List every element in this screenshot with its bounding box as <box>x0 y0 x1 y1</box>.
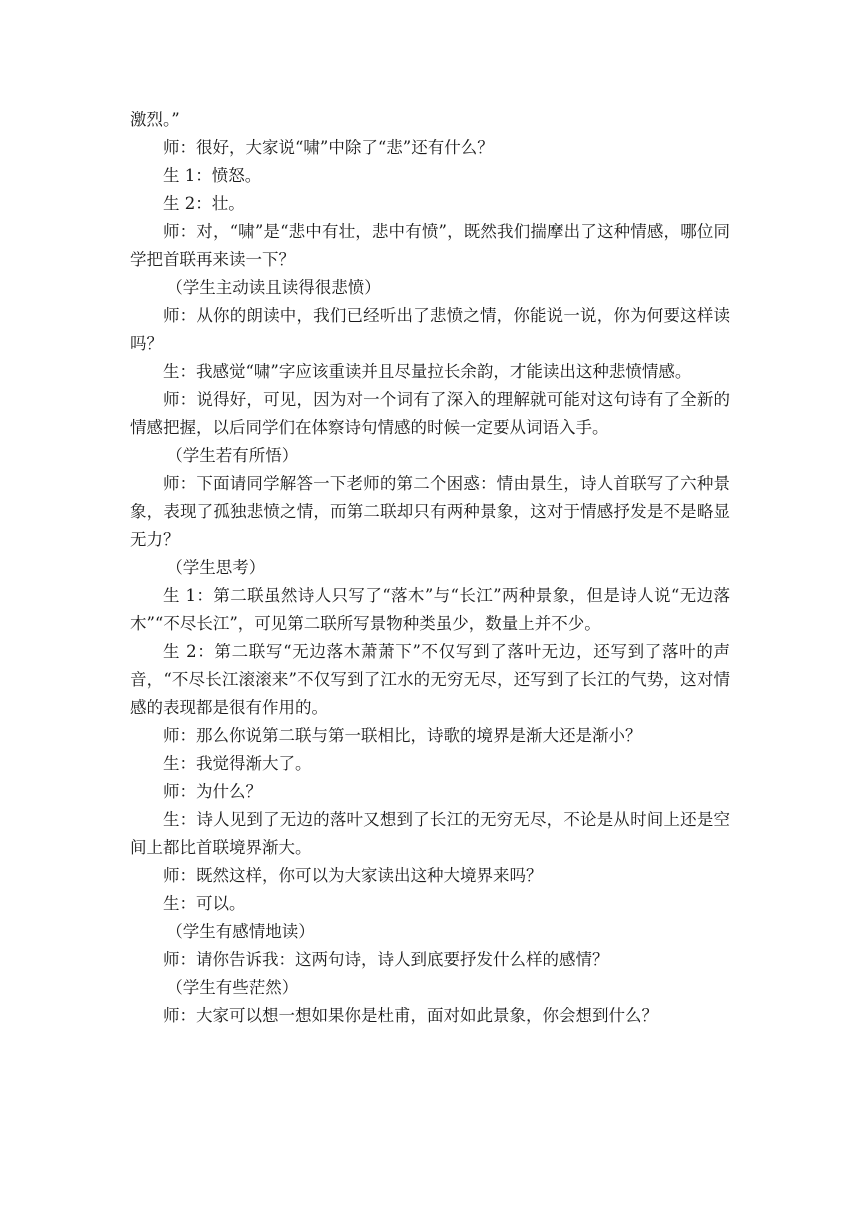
stage-direction: （学生有感情地读） <box>166 922 315 941</box>
stage-direction: （学生有些茫然） <box>166 978 299 997</box>
paragraph: 师：从你的朗读中，我们已经听出了悲愤之情，你能说一说，你为何要这样读吗？ <box>130 306 730 353</box>
paragraph: 师：既然这样，你可以为大家读出这种大境界来吗？ <box>163 866 543 885</box>
paragraph: 师：大家可以想一想如果你是杜甫，面对如此景象，你会想到什么？ <box>163 1006 658 1025</box>
paragraph: 师：下面请同学解答一下老师的第二个困惑：情由景生，诗人首联写了六种景象，表现了孤独悲愤之情，而第二联却只有两种景象，这对于情感抒发是不是略显无力？ <box>130 474 730 549</box>
paragraph: 师：很好，大家说“啸”中除了“悲”还有什么？ <box>163 138 494 157</box>
paragraph: 生 1：愤怒。 <box>163 166 262 185</box>
paragraph: 师：为什么？ <box>163 782 262 801</box>
paragraph: 生 2：壮。 <box>163 194 245 213</box>
paragraph: 生：可以。 <box>163 894 246 913</box>
paragraph: 生：我感觉“啸”字应该重读并且尽量拉长余韵，才能读出这种悲愤情感。 <box>163 362 692 381</box>
paragraph: 激烈。” <box>130 110 180 129</box>
paragraph: 生：诗人见到了无边的落叶又想到了长江的无穷无尽，不论是从时间上还是空间上都比首联境界渐大。 <box>130 810 730 857</box>
document-body <box>130 106 730 1030</box>
paragraph: 生 2：第二联写“无边落木萧萧下”不仅写到了落叶无边，还写到了落叶的声音，“不尽长江滚滚来”不仅写到了江水的无穷无尽，还写到了长江的气势，这对情感的表现都是很有作用的。 <box>130 642 730 717</box>
paragraph: 师：对，“啸”是“悲中有壮，悲中有愤”，既然我们揣摩出了这种情感，哪位同学把首联再来读一下？ <box>130 222 730 269</box>
stage-direction: （学生思考） <box>166 558 266 577</box>
paragraph: 生 1：第二联虽然诗人只写了“落木”与“长江”两种景象，但是诗人说“无边落木”“不尽长江”，可见第二联所写景物种类虽少，数量上并不少。 <box>130 586 730 633</box>
paragraph: 生：我觉得渐大了。 <box>163 754 312 773</box>
paragraph: 师：请你告诉我：这两句诗，诗人到底要抒发什么样的感情？ <box>163 950 609 969</box>
stage-direction: （学生若有所悟） <box>166 446 299 465</box>
paragraph: 师：说得好，可见，因为对一个词有了深入的理解就可能对这句诗有了全新的情感把握，以后同学们在体察诗句情感的时候一定要从词语入手。 <box>130 390 730 437</box>
stage-direction: （学生主动读且读得很悲愤） <box>166 278 381 297</box>
paragraph: 师：那么你说第二联与第一联相比，诗歌的境界是渐大还是渐小？ <box>163 726 642 745</box>
